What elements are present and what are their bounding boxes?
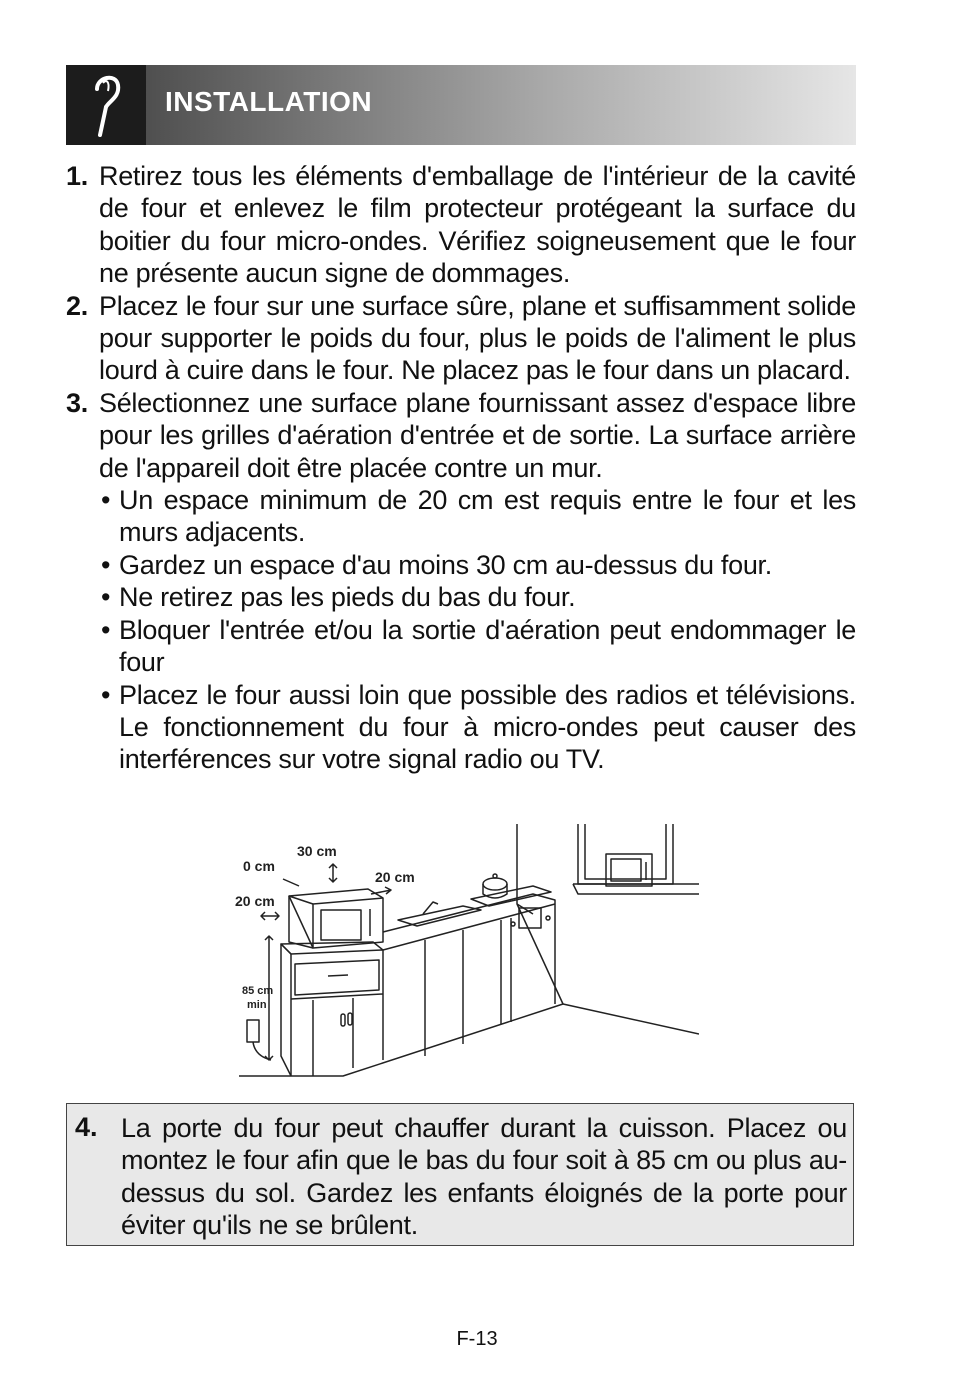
bullet-item: • Gardez un espace d'au moins 30 cm au-dessus du four.	[101, 549, 772, 580]
item-text: Sélectionnez une surface plane fournissant assez d'espace libre pour les grilles d'aération d'entrée et de sortie. La surface arrière de l'appareil doit être placée contre un mur.	[99, 387, 856, 483]
bullet-item: • Ne retirez pas les pieds du bas du four.	[101, 582, 576, 613]
instructions	[66, 160, 856, 776]
page-number: F-13	[456, 1328, 498, 1350]
item-text: Placez le four sur une surface sûre, plane et suffisamment solide pour supporter le poids du four, plus le poids de l'aliment le plus lourd à cuire dans le four. Ne placez pas le four dans un placard.	[99, 290, 856, 386]
top-clearance-label: 30 cm	[297, 843, 337, 859]
back-clearance-label: 0 cm	[243, 858, 275, 874]
kitchen-installation-illustration	[233, 824, 699, 1084]
bullet-item: • Bloquer l'entrée et/ou la sortie d'aération peut endommager le four	[101, 614, 856, 678]
instruction-item	[66, 387, 856, 776]
bullet-item: • Placez le four aussi loin que possible des radios et télévisions. Le fonctionnement du four à micro-ondes peut causer des interférences sur votre signal radio ou TV.	[101, 679, 856, 775]
section-title: INSTALLATION	[165, 86, 373, 117]
height-unit-label: min	[247, 999, 267, 1011]
section-header	[66, 65, 856, 145]
item-number: 2.	[66, 290, 88, 321]
note-number: 4.	[75, 1112, 98, 1142]
height-value-label: 85 cm	[242, 985, 274, 997]
warning-box	[66, 1103, 854, 1246]
bullet-item: • Un espace minimum de 20 cm est requis entre le four et les murs adjacents.	[101, 485, 856, 548]
item-number: 1.	[66, 161, 88, 191]
right-clearance-label: 20 cm	[375, 869, 415, 885]
instruction-item	[66, 290, 856, 387]
hint-bulb-icon	[66, 65, 146, 145]
instruction-item	[66, 160, 856, 290]
note-text: La porte du four peut chauffer durant la cuisson. Placez ou montez le four afin que le bas du four soit à 85 cm ou plus au-dessus du sol. Gardez les enfants éloignés de la porte pour éviter qu'ils ne se brûlent.	[121, 1113, 847, 1241]
bullet-list	[99, 484, 856, 776]
item-number: 3.	[66, 387, 88, 418]
left-clearance-label: 20 cm	[235, 893, 275, 909]
item-text: Retirez tous les éléments d'emballage de l'intérieur de la cavité de four et enlevez le film protecteur protégeant la surface du boitier du four micro-ondes. Vérifiez soigneusement que le four ne présente aucun signe de dommages.	[99, 161, 856, 289]
